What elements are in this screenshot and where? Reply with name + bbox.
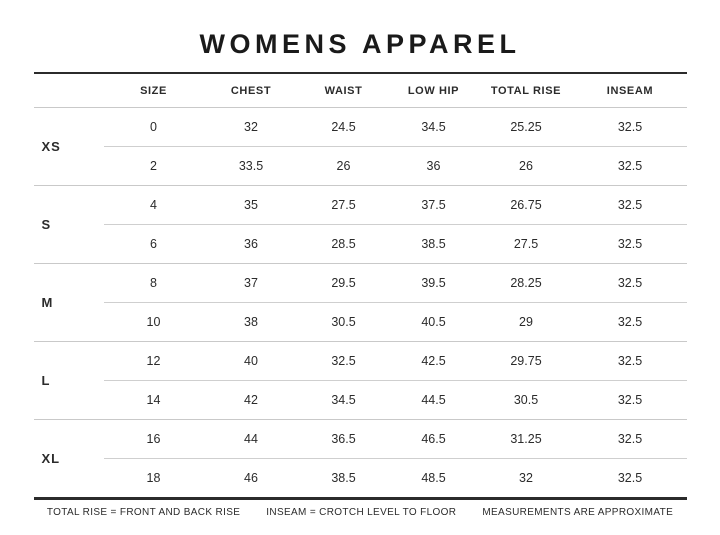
column-header-low-hip: LOW HIP [407, 84, 460, 97]
waist-cell: 36.5 [299, 420, 389, 459]
column-header-chest: CHEST [230, 84, 272, 97]
low-hip-cell: 42.5 [389, 342, 479, 381]
size-group-s [34, 186, 687, 264]
low-hip-cell: 36 [426, 159, 441, 173]
column-header-waist: WAIST [324, 84, 363, 97]
total-rise-cell: 30.5 [513, 393, 539, 407]
inseam-cell: 32.5 [574, 420, 687, 459]
table-row [34, 303, 687, 342]
inseam-cell: 32.5 [574, 108, 687, 147]
low-hip-cell: 37.5 [389, 186, 479, 225]
table-row [34, 459, 687, 499]
size-cell: 6 [150, 237, 157, 251]
size-cell: 12 [104, 342, 204, 381]
waist-cell: 38.5 [331, 471, 356, 485]
low-hip-cell: 40.5 [421, 315, 446, 329]
waist-cell: 34.5 [331, 393, 356, 407]
footnote-approximate: MEASUREMENTS ARE APPROXIMATE [482, 507, 674, 518]
inseam-cell: 32.5 [574, 264, 687, 303]
total-rise-cell: 28.25 [479, 264, 574, 303]
table-row [34, 186, 687, 225]
size-group-xl [34, 420, 687, 499]
total-rise-cell: 26 [519, 159, 533, 173]
column-header-total-rise: TOTAL RISE [490, 84, 562, 97]
table-row [34, 108, 687, 147]
size-cell: 0 [104, 108, 204, 147]
chest-cell: 40 [204, 342, 299, 381]
size-cell: 14 [146, 393, 161, 407]
low-hip-cell: 46.5 [389, 420, 479, 459]
chest-cell: 32 [204, 108, 299, 147]
size-cell: 4 [104, 186, 204, 225]
group-label: XL [41, 451, 61, 466]
waist-cell: 30.5 [331, 315, 356, 329]
low-hip-cell: 44.5 [421, 393, 446, 407]
size-cell: 16 [104, 420, 204, 459]
low-hip-cell: 39.5 [389, 264, 479, 303]
header-spacer [34, 73, 104, 108]
total-rise-cell: 29.75 [479, 342, 574, 381]
page-title: WOMENS APPAREL [199, 29, 521, 59]
chest-cell: 33.5 [238, 159, 264, 173]
low-hip-cell: 34.5 [389, 108, 479, 147]
table-row [34, 225, 687, 264]
inseam-cell: 32.5 [617, 159, 643, 173]
footnote-inseam: INSEAM = CROTCH LEVEL TO FLOOR [266, 507, 457, 518]
total-rise-cell: 26.75 [479, 186, 574, 225]
inseam-cell: 32.5 [617, 237, 643, 251]
table-row [34, 147, 687, 186]
chest-cell: 44 [204, 420, 299, 459]
table-row [34, 264, 687, 303]
table-header [34, 73, 687, 108]
group-label: L [41, 373, 51, 388]
table-row [34, 381, 687, 420]
waist-cell: 28.5 [331, 237, 356, 251]
total-rise-cell: 31.25 [479, 420, 574, 459]
footnotes [34, 507, 687, 518]
inseam-cell: 32.5 [617, 471, 643, 485]
waist-cell: 32.5 [299, 342, 389, 381]
group-label: M [41, 295, 54, 310]
waist-cell: 24.5 [299, 108, 389, 147]
waist-cell: 26 [336, 159, 351, 173]
size-cell: 2 [150, 159, 157, 173]
size-cell: 8 [104, 264, 204, 303]
total-rise-cell: 27.5 [513, 237, 539, 251]
footnote-total-rise: TOTAL RISE = FRONT AND BACK RISE [46, 507, 241, 518]
inseam-cell: 32.5 [574, 186, 687, 225]
chest-cell: 35 [204, 186, 299, 225]
size-group-m [34, 264, 687, 342]
size-group-xs [34, 108, 687, 186]
chest-cell: 37 [204, 264, 299, 303]
group-label: S [41, 217, 52, 232]
size-group-l [34, 342, 687, 420]
size-chart [34, 0, 687, 518]
chest-cell: 42 [244, 393, 258, 407]
low-hip-cell: 38.5 [421, 237, 446, 251]
waist-cell: 27.5 [299, 186, 389, 225]
group-label: XS [41, 139, 61, 154]
chest-cell: 36 [244, 237, 258, 251]
total-rise-cell: 32 [519, 471, 533, 485]
total-rise-cell: 29 [519, 315, 533, 329]
size-cell: 10 [146, 315, 161, 329]
size-cell: 18 [146, 471, 161, 485]
column-header-size: SIZE [140, 84, 167, 97]
chest-cell: 46 [244, 471, 258, 485]
inseam-cell: 32.5 [617, 393, 643, 407]
size-chart-table [34, 72, 687, 500]
chest-cell: 38 [244, 315, 258, 329]
header-row [34, 73, 687, 108]
inseam-cell: 32.5 [617, 315, 643, 329]
waist-cell: 29.5 [299, 264, 389, 303]
table-row [34, 342, 687, 381]
inseam-cell: 32.5 [574, 342, 687, 381]
column-header-inseam: INSEAM [606, 84, 654, 97]
low-hip-cell: 48.5 [421, 471, 446, 485]
total-rise-cell: 25.25 [479, 108, 574, 147]
table-row [34, 420, 687, 459]
